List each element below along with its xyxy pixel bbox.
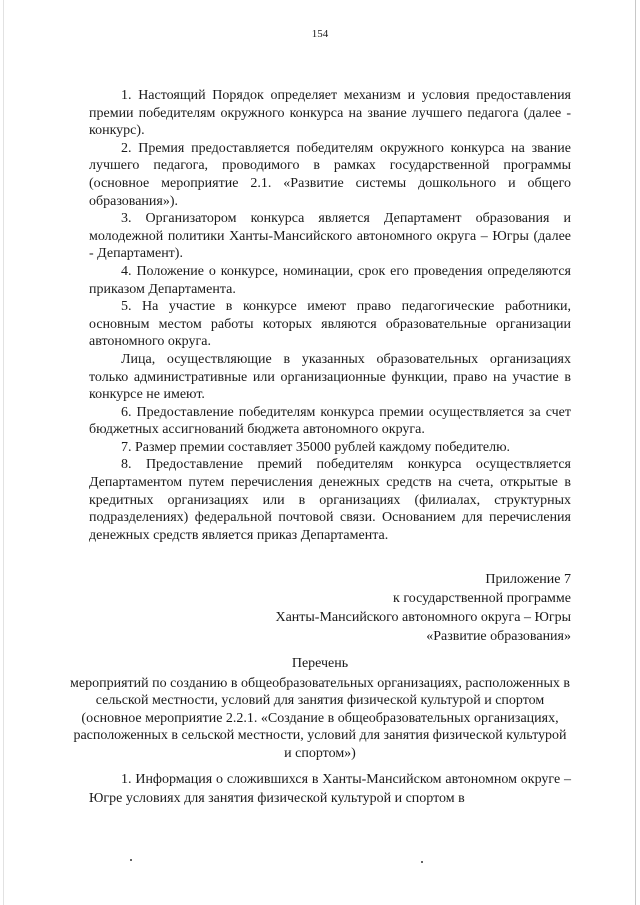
scan-edge-left [3, 0, 4, 905]
paragraph-3: 3. Организатором конкурса является Департамент образования и молодежной политики Ханты-Мансийского автономного округа – Югры (далее - Департамент). [89, 211, 571, 262]
scan-speck [130, 859, 132, 861]
paragraph-5-note: Лица, осуществляющие в указанных образовательных организациях только административные или организационные функции, право на участие в конкурсе не имеют. [89, 351, 571, 403]
paragraph-5: 5. На участие в конкурсе имеют право педагогические работники, основным местом работы которых являются образовательные организации автономного округа. [89, 299, 571, 350]
scan-speck [421, 861, 423, 863]
paragraph-6: 6. Предоставление победителям конкурса премии осуществляется за счет бюджетных ассигнований бюджета автономного округа. [89, 404, 571, 438]
list-title: Перечень [291, 656, 349, 671]
appendix-program-name: «Развитие образования» [426, 629, 571, 644]
list-subtitle: мероприятий по созданию в общеобразовательных организациях, расположенных в сельской местности, условий для занятия физической культурой и спортом (основное мероприятие 2.2.1. «Создание в общеобразовательных организациях, расположенных в сельской местности, условий для занятия физической культурой и спортом») [70, 675, 570, 761]
appendix-number: Приложение 7 [485, 572, 571, 587]
list-heading [70, 655, 570, 763]
paragraph-2: 2. Премия предоставляется победителям окружного конкурса на звание лучшего педагога, проводимого в рамках государственной программы (основное мероприятие 2.1. «Развитие системы дошкольного и общего образования»). [89, 140, 571, 209]
paragraph-4: 4. Положение о конкурсе, номинации, срок его проведения определяются приказом Департамента. [89, 263, 571, 297]
appendix-region: Ханты-Мансийского автономного округа – Югры [275, 610, 571, 625]
paragraph-1: 1. Настоящий Порядок определяет механизм и условия предоставления премии победителям окружного конкурса на звание лучшего педагога (далее - конкурс). [89, 88, 571, 139]
scan-edge-right [635, 0, 636, 905]
info-paragraph: 1. Информация о сложившихся в Ханты-Мансийском автономном округе – Югре условиях для занятия физической культурой и спортом в [89, 772, 571, 806]
procedure-text [89, 87, 571, 544]
appendix-header [275, 570, 571, 646]
page-number: 154 [311, 28, 329, 40]
paragraph-7: 7. Размер премии составляет 35000 рублей каждому победителю. [121, 439, 511, 455]
info-paragraph-block [89, 770, 571, 808]
appendix-reference: к государственной программе [393, 591, 571, 606]
paragraph-8: 8. Предоставление премий победителям конкурса осуществляется Департаментом путем перечисления денежных средств на счета, открытые в кредитных организациях или в организациях (филиалах, структурных подразделениях) федеральной почтовой связи. Основанием для перечисления денежных средств является приказ Департамента. [89, 457, 571, 543]
